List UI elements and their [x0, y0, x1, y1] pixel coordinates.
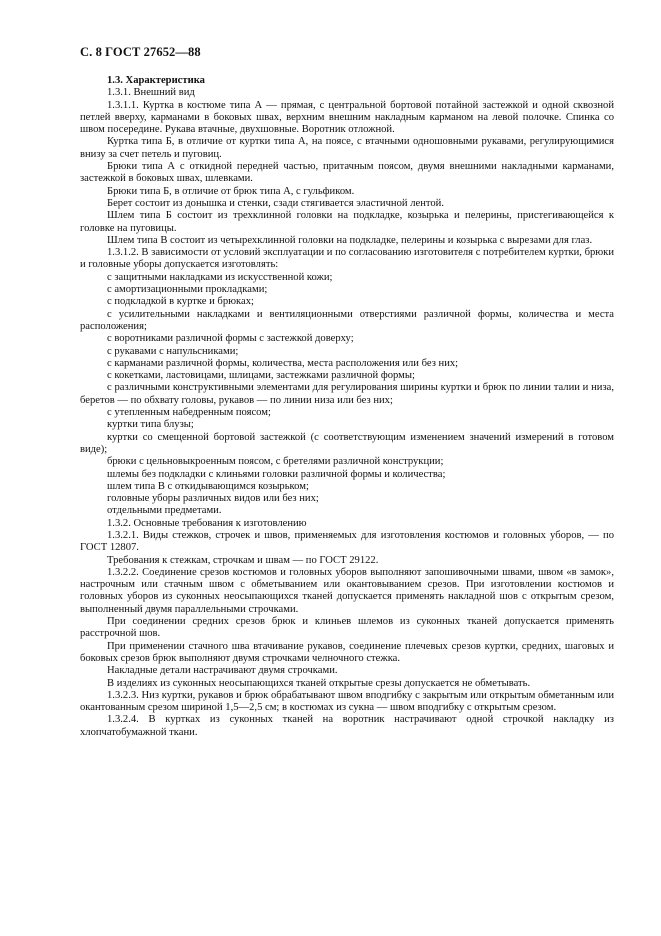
paragraph: 1.3.2.4. В куртках из суконных тканей на воротник настрачивают одной строчкой накладку из хлопчатобумажной ткани.	[80, 714, 614, 738]
paragraph: шлемы без подкладки с клиньями головки различной формы и количества;	[107, 468, 446, 480]
paragraph: Куртка типа Б, в отличие от куртки типа А, на поясе, с втачными одношовными рукавами, регулирующимися внизу за счет петель и пуговиц.	[80, 136, 614, 160]
paragraph: 1.3.2.1. Виды стежков, строчек и швов, применяемых для изготовления костюмов и головных уборов, — по ГОСТ 12807.	[80, 529, 614, 554]
paragraph: с подкладкой в куртке и брюках;	[107, 296, 254, 308]
paragraph: с усилительными накладками и вентиляционными отверстиями различной формы, количества и места расположения;	[80, 308, 614, 332]
document-body	[80, 75, 614, 739]
paragraph: с кокетками, ластовицами, шлицами, застежками различной формы;	[107, 370, 415, 382]
paragraph: Требования к стежкам, строчкам и швам — по ГОСТ 29122.	[107, 554, 379, 566]
paragraph: с карманами различной формы, количества, места расположения или без них;	[107, 357, 459, 369]
paragraph: Брюки типа А с откидной передней частью, притачным поясом, двумя внешними накладными карманами, застежкой в боковых швах, шлевками.	[80, 161, 614, 185]
section-heading: 1.3. Характеристика	[107, 75, 205, 86]
paragraph: с амортизационными прокладками;	[107, 284, 268, 296]
paragraph: с воротниками различной формы с застежкой доверху;	[107, 333, 354, 345]
paragraph: 1.3.2.2. Соединение срезов костюмов и головных уборов выполняют запошивочными швами, швом «в замок», настрочным или стачным швом с обметыванием или окантовыванием срезов. При изготовлении костюмов и головных уборов из суконных неосыпающихся тканей допускается применять накладной шов с открытым срезом, выполненный двумя параллельными строчками.	[80, 566, 614, 615]
paragraph: Шлем типа Б состоит из трехклинной головки на подкладке, козырька и пелерины, пристегивающейся к головке на пуговицы.	[80, 210, 614, 234]
paragraph: Берет состоит из донышка и стенки, сзади стягивается эластичной лентой.	[107, 197, 444, 209]
paragraph: с утепленным набедренным поясом;	[107, 407, 271, 419]
paragraph: 1.3.1.1. Куртка в костюме типа А — прямая, с центральной бортовой потайной застежкой и одной сквозной петлей вверху, карманами в боковых швах, верхним внешним накладным карманом на левой полочке. Спинка со швом посередине. Рукава втачные, двухшовные. Воротник отложной.	[80, 99, 614, 136]
paragraph: с рукавами с напульсниками;	[107, 345, 239, 357]
paragraph: с различными конструктивными элементами для регулирования ширины куртки и брюк по линии талии и низа, беретов — по обхвату головы, рукавов — по линии низа или без них;	[80, 382, 614, 406]
paragraph: 1.3.2.3. Низ куртки, рукавов и брюк обрабатывают швом вподгибку с закрытым или открытым обметанным или окантованным срезом шириной 1,5—2,5 см; в костюмах из сукна — швом вподгибку с открытым срезом.	[80, 689, 614, 714]
paragraph: шлем типа В с откидывающимся козырьком;	[107, 480, 309, 492]
paragraph: Шлем типа В состоит из четырехклинной головки на подкладке, пелерины и козырька с вырезами для глаз.	[107, 234, 593, 246]
paragraph: В изделиях из суконных неосыпающихся тканей открытые срезы допускается не обметывать.	[107, 677, 531, 689]
paragraph: куртки типа блузы;	[107, 419, 194, 431]
paragraph: брюки с цельновыкроенным поясом, с бретелями различной конструкции;	[107, 456, 444, 468]
paragraph: Брюки типа Б, в отличие от брюк типа А, с гульфиком.	[107, 185, 355, 197]
paragraph: При применении стачного шва втачивание рукавов, соединение плечевых срезов куртки, средних, шаговых и боковых срезов брюк выполняют двумя строчками челночного стежка.	[80, 640, 614, 664]
page-header: С. 8 ГОСТ 27652—88	[80, 45, 201, 59]
paragraph: с защитными накладками из искусственной кожи;	[107, 271, 333, 283]
paragraph: 1.3.1. Внешний вид	[107, 87, 195, 99]
paragraph: 1.3.1.2. В зависимости от условий эксплуатации и по согласованию изготовителя с потребителем куртки, брюки и головные уборы допускается изготовлять:	[80, 247, 614, 271]
paragraph: куртки со смещенной бортовой застежкой (с соответствующим изменением значений измерений в готовом виде);	[80, 431, 614, 455]
paragraph: головные уборы различных видов или без них;	[107, 493, 319, 505]
paragraph: Накладные детали настрачивают двумя строчками.	[107, 665, 338, 677]
paragraph: 1.3.2. Основные требования к изготовлению	[107, 517, 307, 529]
paragraph: При соединении средних срезов брюк и клиньев шлемов из суконных тканей допускается применять расстрочной шов.	[80, 616, 614, 640]
paragraph: отдельными предметами.	[107, 505, 222, 517]
